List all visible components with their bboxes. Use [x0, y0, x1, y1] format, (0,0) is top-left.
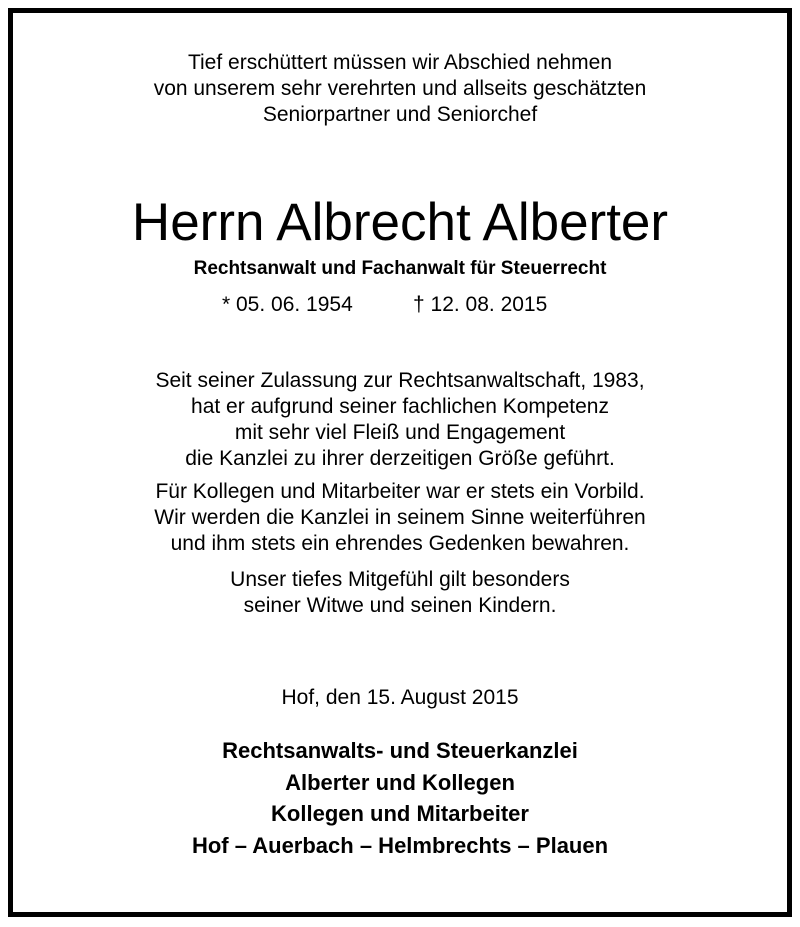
tribute-line: hat er aufgrund seiner fachlichen Kompetenz	[191, 395, 609, 418]
intro-line: von unserem sehr verehrten und allseits geschätzten	[153, 77, 647, 100]
tribute-line: Seit seiner Zulassung zur Rechtsanwaltschaft, 1983,	[155, 369, 645, 392]
tribute-line: Wir werden die Kanzlei in seinem Sinne weiterführen	[154, 506, 646, 529]
tribute-line: die Kanzlei zu ihrer derzeitigen Größe geführt.	[185, 447, 615, 470]
deceased-profession: Rechtsanwalt und Fachanwalt für Steuerrecht	[193, 258, 607, 279]
signature-line: Alberter und Kollegen	[285, 769, 515, 795]
tribute-line: und ihm stets ein ehrendes Gedenken bewahren.	[170, 532, 630, 555]
signature-line: Hof – Auerbach – Helmbrechts – Plauen	[191, 832, 609, 858]
signature-block	[0, 735, 800, 861]
tribute-line: mit sehr viel Fleiß und Engagement	[234, 421, 566, 444]
intro-line: Seniorpartner und Seniorchef	[262, 103, 538, 126]
intro-text	[0, 50, 800, 128]
tribute-paragraph-1	[0, 368, 800, 472]
signature-line: Rechtsanwalts- und Steuerkanzlei	[222, 738, 578, 763]
tribute-line: Unser tiefes Mitgefühl gilt besonders	[230, 568, 570, 591]
signature-line: Kollegen und Mitarbeiter	[271, 801, 529, 826]
birth-date: * 05. 06. 1954	[222, 293, 353, 316]
tribute-line: Für Kollegen und Mitarbeiter war er stets ein Vorbild.	[155, 480, 645, 503]
death-date: † 12. 08. 2015	[413, 293, 548, 316]
tribute-line: seiner Witwe und seinen Kindern.	[243, 594, 557, 617]
intro-line: Tief erschüttert müssen wir Abschied nehmen	[187, 51, 613, 74]
tribute-paragraph-2	[0, 479, 800, 557]
life-dates	[0, 290, 800, 320]
place-date: Hof, den 15. August 2015	[281, 686, 519, 709]
tribute-paragraph-3	[0, 567, 800, 619]
deceased-name: Herrn Albrecht Alberter	[131, 193, 669, 252]
